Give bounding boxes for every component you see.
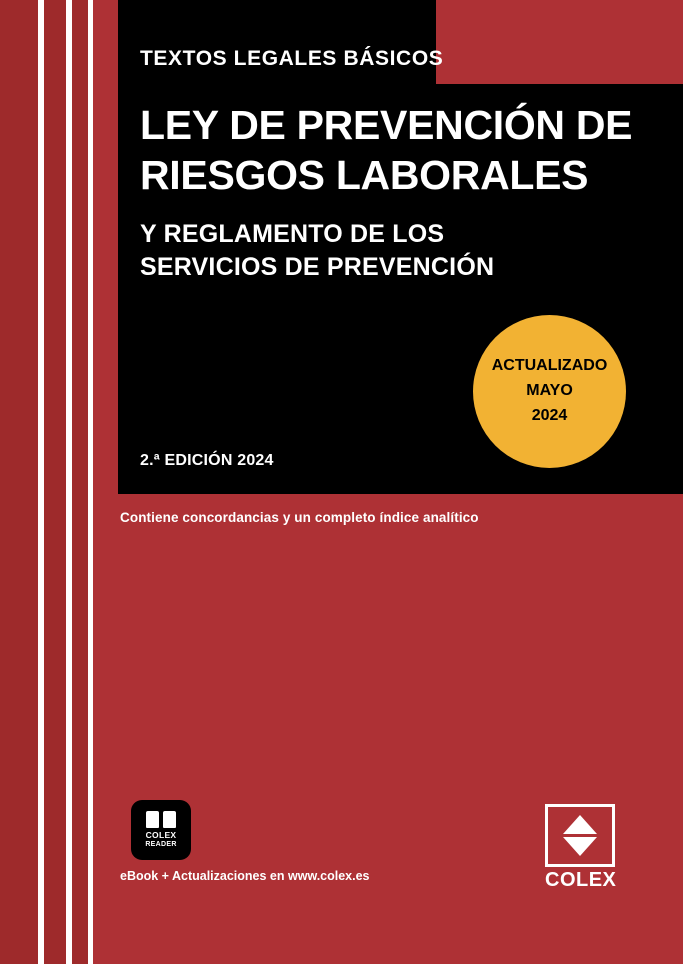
publisher-name: COLEX	[545, 869, 617, 891]
collection-kicker: TEXTOS LEGALES BÁSICOS	[140, 47, 444, 70]
page-title	[140, 100, 650, 200]
cover-tagline: Contiene concordancias y un completo índice analítico	[120, 510, 479, 525]
spine-stripe-1	[0, 0, 38, 964]
page-subtitle-line-2: SERVICIOS DE PREVENCIÓN	[140, 253, 495, 281]
edition-label: 2.ª EDICIÓN 2024	[140, 452, 274, 469]
open-book-icon	[146, 811, 176, 828]
ebook-note: eBook + Actualizaciones en www.colex.es	[120, 869, 370, 883]
arrow-up-icon	[563, 815, 597, 834]
collection-banner	[118, 0, 436, 84]
update-badge-line-3: 2024	[531, 406, 568, 424]
colex-reader-badge-line-1: COLEX	[145, 830, 177, 841]
update-badge	[473, 315, 626, 468]
colex-logo-icon	[545, 804, 615, 867]
spine-stripe-3	[72, 0, 88, 964]
page-title-line-1: LEY DE PREVENCIÓN DE	[140, 102, 633, 148]
page-title-line-2: RIESGOS LABORALES	[140, 152, 589, 199]
update-badge-line-2: MAYO	[526, 382, 573, 400]
update-badge-line-1: ACTUALIZADO	[491, 357, 608, 375]
colex-reader-badge-line-2: READER	[145, 840, 177, 848]
arrow-down-icon	[563, 837, 597, 856]
page-subtitle-line-1: Y REGLAMENTO DE LOS	[140, 220, 445, 248]
spine-stripe-2	[44, 0, 66, 964]
page-subtitle	[140, 218, 610, 284]
colex-reader-badge	[131, 800, 191, 860]
